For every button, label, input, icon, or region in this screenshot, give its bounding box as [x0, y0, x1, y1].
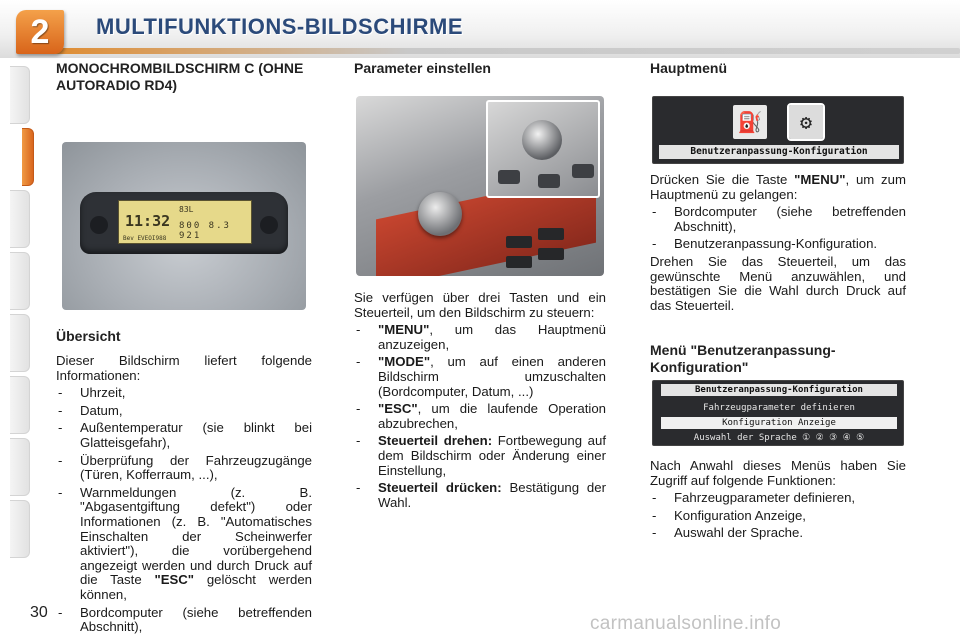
list-item: - Bordcomputer (siehe betreffenden Abschnitt), — [56, 606, 312, 635]
submenu-heading-wrap — [650, 342, 906, 376]
rotate-knob-label: Steuerteil drehen: — [378, 433, 493, 449]
submenu-row: Fahrzeugparameter definieren — [703, 403, 855, 413]
watermark: carmanualsonline.info — [590, 613, 782, 634]
page-title: MULTIFUNKTIONS-BILDSCHIRME — [96, 14, 463, 39]
lcd-time: 11:32 — [125, 212, 171, 230]
press-knob-text: Bestätigung der Wahl. — [378, 480, 606, 510]
list-item: - Datum, — [56, 404, 312, 419]
lcd-row-top: 83L — [179, 205, 194, 214]
settings-icon: ⚙ — [789, 105, 823, 139]
submenu-screen — [652, 380, 904, 446]
main-menu-text-after: , um zum Hauptmenü zu gelangen: — [650, 172, 906, 202]
center-console-photo — [356, 96, 604, 276]
list-item-mode — [354, 355, 606, 399]
control-knob — [418, 192, 462, 236]
left-overview — [56, 328, 312, 635]
menu-key-label: "MENU" — [794, 172, 846, 187]
zoom-control-knob — [522, 120, 562, 160]
lcd-display-photo — [62, 142, 306, 310]
press-knob-label: Steuerteil drücken: — [378, 480, 502, 496]
submenu-text — [650, 459, 906, 541]
submenu-row: Auswahl der Sprache ① ② ③ ④ ⑤ — [693, 433, 865, 443]
chapter-tab[interactable] — [10, 190, 30, 248]
header-rule — [40, 48, 960, 54]
left-column — [56, 60, 312, 94]
chapter-tab-active[interactable] — [22, 128, 34, 186]
page-number: 30 — [30, 604, 48, 621]
lcd-bezel — [80, 192, 288, 254]
chapter-tab[interactable] — [10, 252, 30, 310]
list-item: - Fahrzeugparameter definieren, — [650, 491, 906, 506]
bezel-knob-right — [260, 216, 278, 234]
chapter-tab[interactable] — [10, 376, 30, 434]
overview-list — [56, 386, 312, 635]
overview-intro: Dieser Bildschirm liefert folgende Informationen: — [56, 353, 312, 383]
middle-text — [354, 291, 606, 510]
main-menu-text-before: Drücken Sie die Taste — [650, 172, 788, 187]
console-button — [538, 228, 564, 240]
bezel-knob-left — [90, 216, 108, 234]
controls-intro: Sie verfügen über drei Tasten und ein Steuerteil, um den Bildschirm zu steuern: — [354, 290, 606, 320]
menu-key-text: , um das Hauptmenü anzuzeigen, — [378, 322, 606, 352]
controls-list — [354, 323, 606, 510]
list-item-esc — [354, 402, 606, 431]
main-menu-text — [650, 173, 906, 313]
section-heading-overview: Übersicht — [56, 328, 121, 344]
chapter-tab[interactable] — [10, 438, 30, 496]
list-item: - Konfiguration Anzeige, — [650, 509, 906, 524]
list-item: - Benutzeranpassung-Konfiguration. — [650, 237, 906, 252]
chapter-tab[interactable] — [10, 500, 30, 558]
chapter-tab[interactable] — [10, 314, 30, 372]
zoom-button — [572, 164, 594, 178]
main-menu-screen — [652, 96, 904, 164]
fuel-pump-icon: ⛽ — [733, 105, 767, 139]
list-item-menu — [354, 323, 606, 352]
list-item-warnings — [56, 486, 312, 603]
main-menu-list — [650, 205, 906, 252]
list-item: - Bordcomputer (siehe betreffenden Abschnitt), — [650, 205, 906, 234]
main-menu-instruction — [650, 173, 906, 202]
main-menu-outro: Drehen Sie das Steuerteil, um das gewünschte Menü anzuwählen, und bestätigen Sie die Wahl durch Druck auf das Steuerteil. — [650, 253, 906, 313]
mode-key-text: , um auf einen anderen Bildschirm umzuschalten (Bordcomputer, Datum, ...) — [378, 354, 606, 399]
list-item: - Auswahl der Sprache. — [650, 526, 906, 541]
zoom-button — [538, 174, 560, 188]
esc-key-label: "ESC" — [154, 572, 195, 588]
list-item: - Uhrzeit, — [56, 386, 312, 401]
submenu-row-selected: Konfiguration Anzeige — [661, 417, 897, 429]
lcd-screen — [118, 200, 252, 244]
warning-text-end: gelöscht werden können, — [80, 572, 312, 602]
list-item: - Überprüfung der Fahrzeugzugänge (Türen, Kofferraum, ...), — [56, 454, 312, 483]
console-button — [538, 248, 564, 260]
chapter-tab[interactable] — [10, 66, 30, 124]
rotate-knob-text: Fortbewegung auf dem Bildschirm oder Änderung einer Einstellung, — [378, 433, 606, 478]
esc-key-label: "ESC" — [378, 401, 418, 417]
section-heading-parameters: Parameter einstellen — [354, 60, 491, 76]
submenu-title: Benutzeranpassung-Konfiguration — [661, 384, 897, 396]
menu-key-label: "MENU" — [378, 322, 430, 338]
chapter-tab-strip — [0, 66, 32, 566]
lcd-row-values: 800 8.3 921 — [179, 221, 231, 241]
section-heading-submenu: Menü "Benutzeranpassung-Konfiguration" — [650, 342, 836, 375]
submenu-list — [650, 491, 906, 541]
mode-key-label: "MODE" — [378, 354, 431, 370]
middle-column — [354, 60, 606, 77]
right-column — [650, 60, 906, 77]
list-item-press — [354, 481, 606, 510]
chapter-badge: 2 — [16, 10, 64, 54]
zoom-button — [498, 170, 520, 184]
esc-key-text: , um die laufende Operation abzubrechen, — [378, 401, 606, 431]
submenu-intro: Nach Anwahl dieses Menüs haben Sie Zugriff auf folgende Funktionen: — [650, 458, 906, 488]
console-button — [506, 236, 532, 248]
console-button — [506, 256, 532, 268]
warning-text: Warnmeldungen (z. B. "Abgasentgiftung defekt") oder Informationen (z. B. "Automatisches Einschalten der Scheinwerfer aktiviert"), die vorübergehend angezeigt werden und durch Druck auf die Taste — [80, 484, 312, 588]
section-heading-monochrome: MONOCHROMBILDSCHIRM C (OHNE AUTORADIO RD4) — [56, 60, 304, 93]
main-menu-caption: Benutzeranpassung-Konfiguration — [659, 145, 899, 159]
list-item-rotate — [354, 434, 606, 478]
controls-zoom-inset — [486, 100, 600, 198]
section-heading-main-menu: Hauptmenü — [650, 60, 727, 76]
lcd-row-bottom: Bev EVEOI988 — [123, 235, 167, 242]
list-item: - Außentemperatur (sie blinkt bei Glatteisgefahr), — [56, 421, 312, 450]
